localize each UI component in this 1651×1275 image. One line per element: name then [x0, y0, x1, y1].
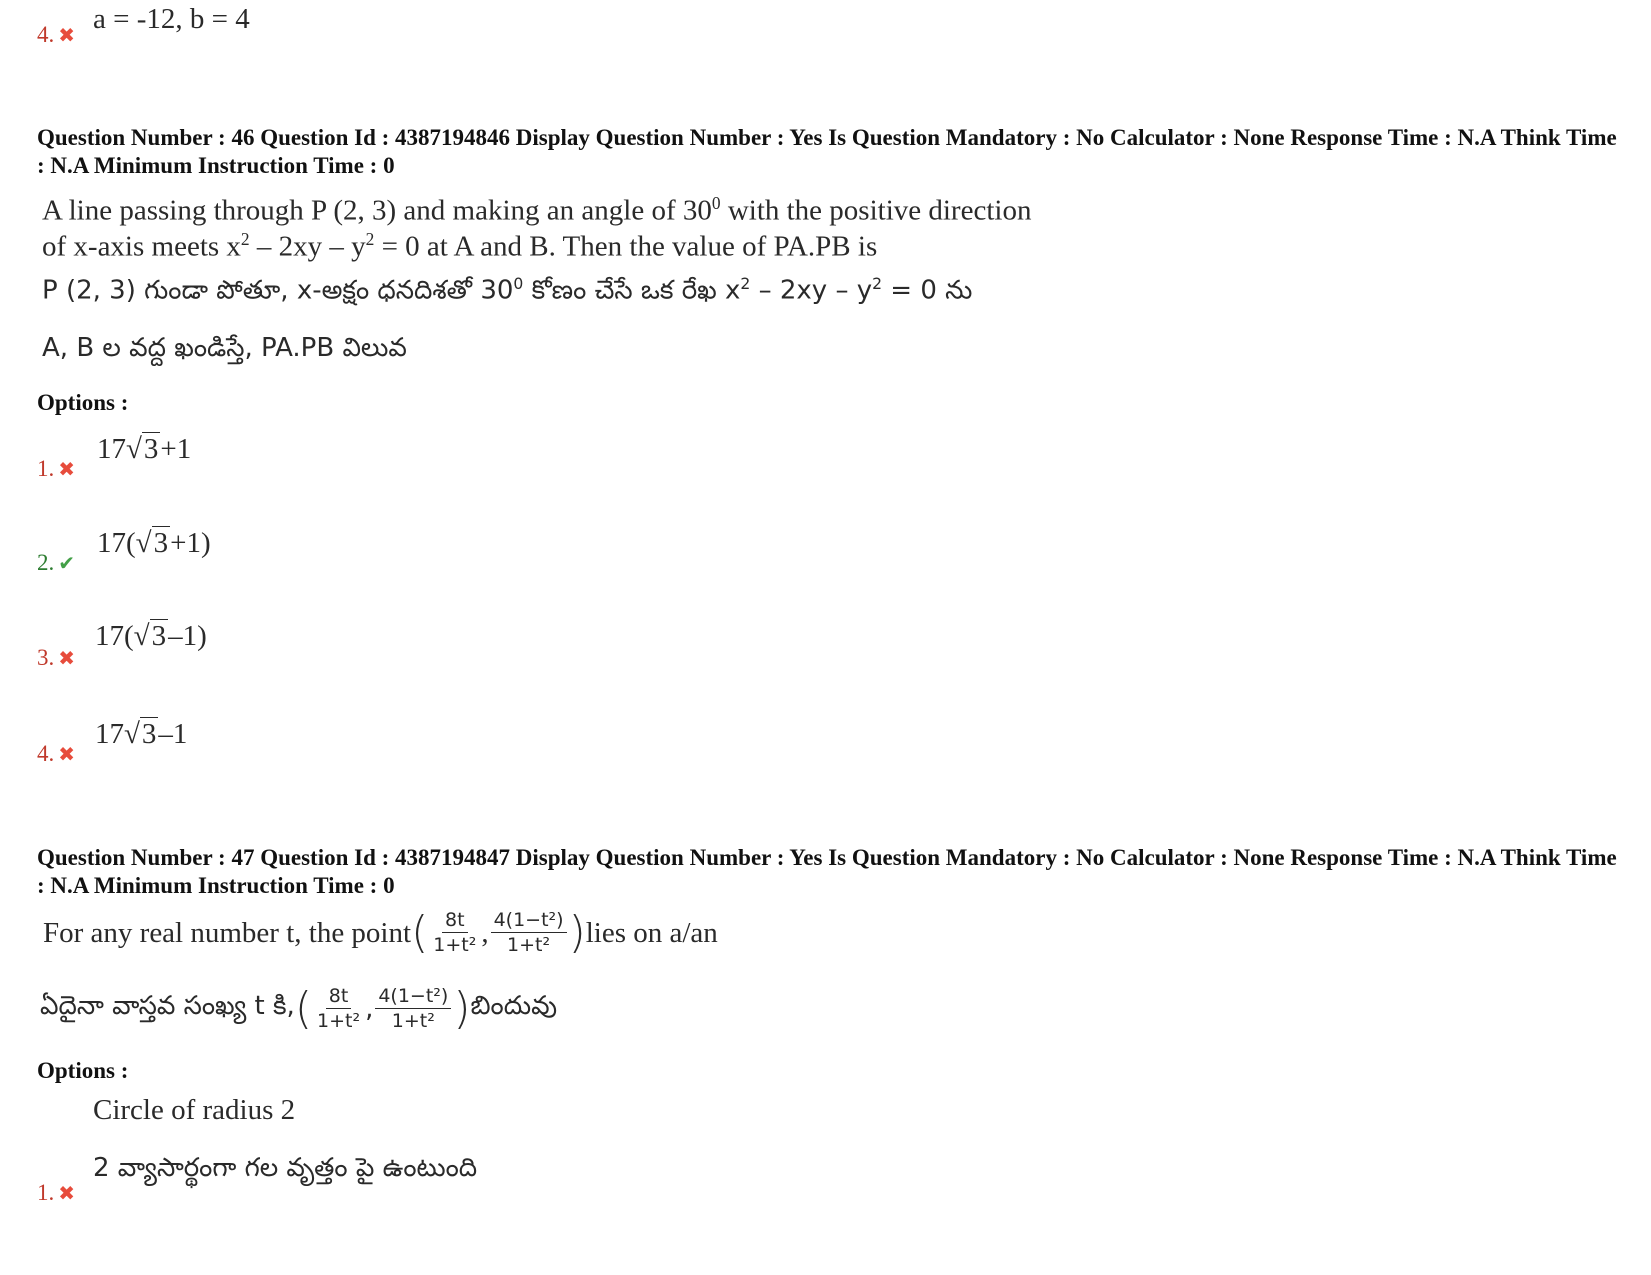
question-47-text-en: For any real number t, the point ( $\frac{8t}{\text{1+t²}}$ , $\frac{\text{4(1−t²)}}{\text{1+t²}}$ ) lies on a/an	[43, 906, 718, 958]
option-4-text: 17√3–1	[95, 718, 188, 750]
option-number: 3.	[37, 645, 55, 670]
wrong-icon: ✖	[58, 457, 76, 481]
option-1-text: 17√3+1	[97, 433, 192, 465]
option-1-text-en: Circle of radius 2	[93, 1094, 296, 1126]
wrong-icon: ✖	[58, 742, 76, 766]
option-2-marker	[37, 550, 75, 576]
question-46-text-te-line2: A, B ల వద్ద ఖండిస్తే, PA.PB విలువ	[42, 333, 407, 363]
question-46-text-en-line1: A line passing through P (2, 3) and making an angle of $30^0$ with the positive direction	[42, 193, 1032, 227]
option-number: 2.	[37, 550, 55, 575]
option-3-text: 17(√3–1)	[95, 620, 207, 652]
fraction: $\frac{\text{4(1−t²)}}{\text{1+t²}}$	[491, 908, 567, 957]
fraction: $\frac{\text{4(1−t²)}}{\text{1+t²}}$	[375, 984, 451, 1033]
fraction: $\frac{8t}{\text{1+t²}}$	[316, 985, 361, 1032]
option-number: 4.	[37, 741, 55, 766]
question-46-text-te-line1: P (2, 3) గుండా పోతూ, x-అక్షం ధనదిశతో $30^0$ కోణం చేసే ఒక రేఖ $x^2 - 2xy - y^2 = 0$ ను	[42, 275, 973, 306]
option-1-text-te: 2 వ్యాసార్థంగా గల వృత్తం పై ఉంటుంది	[93, 1153, 478, 1183]
option-number: 1.	[37, 456, 55, 481]
option-4-marker	[37, 741, 75, 767]
option-2-text: 17(√3+1)	[97, 527, 211, 559]
fraction: $\frac{8t}{\text{1+t²}}$	[433, 909, 477, 956]
check-icon: ✔	[58, 551, 76, 575]
prev-question-option-4	[37, 22, 75, 48]
wrong-icon: ✖	[58, 1181, 76, 1205]
wrong-icon: ✖	[58, 646, 76, 670]
options-label: Options :	[37, 390, 129, 415]
question-47-text-te: ఏదైనా వాస్తవ సంఖ్య t కి, ( $\frac{8t}{\text{1+t²}}$ , $\frac{\text{4(1−t²)}}{\text{1+t²}}$ ) బిందువు	[40, 983, 558, 1034]
option-1-marker	[37, 456, 75, 482]
wrong-icon: ✖	[58, 23, 76, 47]
option-number: 4.	[37, 22, 55, 47]
option-number: 1.	[37, 1180, 55, 1205]
question-46-meta: Question Number : 46 Question Id : 4387194846 Display Question Number : Yes Is Question Mandatory : No Calculator : None Response Time : N.A Think Time : N.A Minimum Instruction Time : 0	[37, 125, 1617, 178]
option-1-marker	[37, 1180, 75, 1206]
option-3-marker	[37, 645, 75, 671]
options-label: Options :	[37, 1058, 129, 1083]
question-47-meta: Question Number : 47 Question Id : 4387194847 Display Question Number : Yes Is Question Mandatory : No Calculator : None Response Time : N.A Think Time : N.A Minimum Instruction Time : 0	[37, 845, 1617, 898]
option-text: a = -12, b = 4	[93, 3, 250, 35]
question-46-text-en-line2: of x-axis meets $x^2 - 2xy - y^2 = 0$ at A and B. Then the value of PA.PB is	[42, 229, 878, 263]
